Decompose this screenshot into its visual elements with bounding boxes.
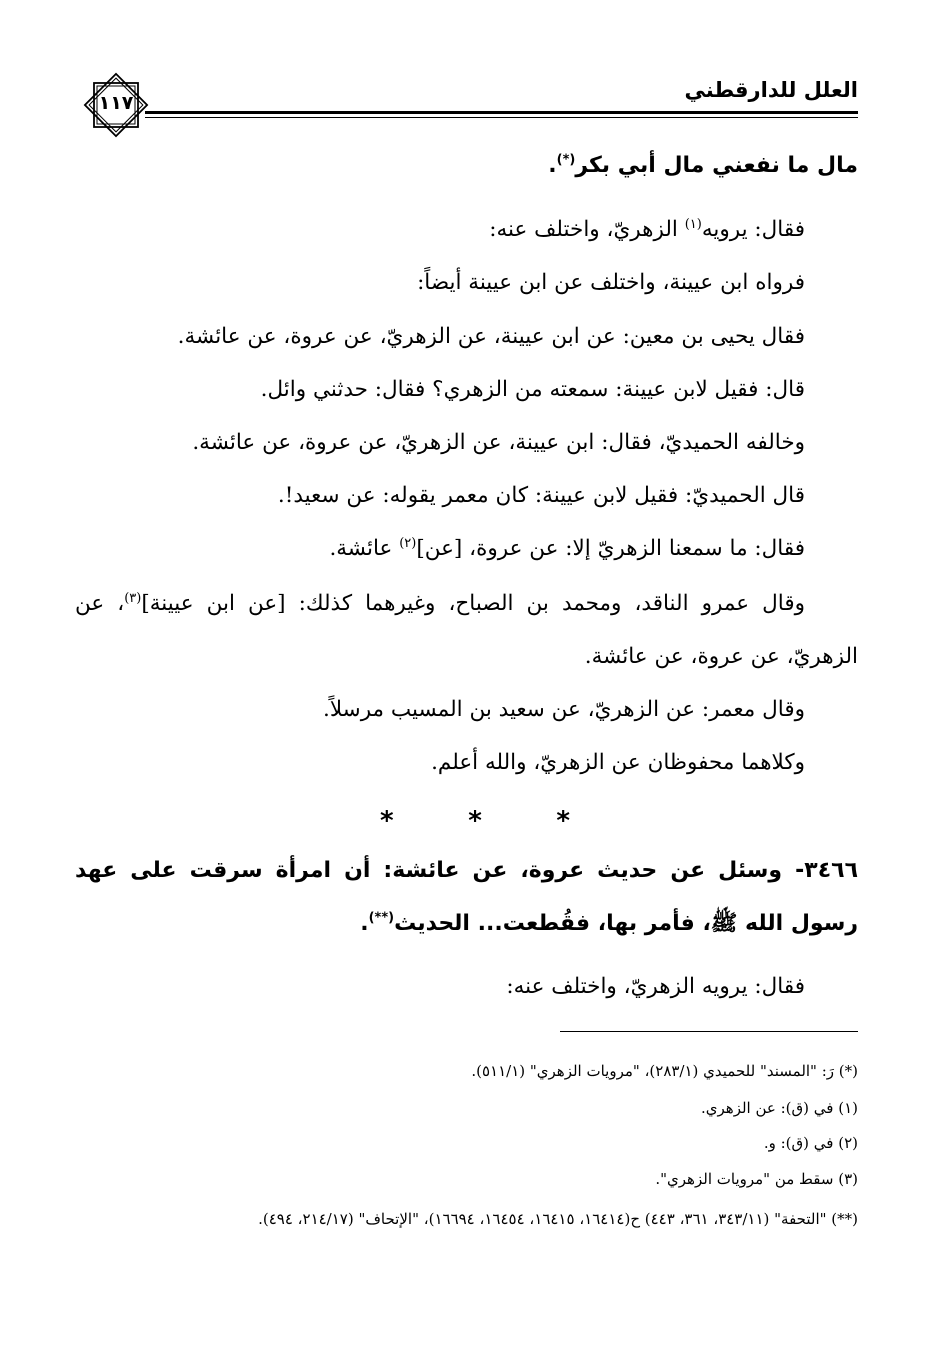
text-line: قال الحميديّ: فقيل لابن عيينة: كان معمر يقوله: عن سعيد!. <box>277 483 805 508</box>
text-line: فقال يحيى بن معين: عن ابن عيينة، عن الزهريّ، عن عروة، عن عائشة. <box>177 324 805 349</box>
text-line: فقال: يرويه$^{(١)}$ الزهريّ، واختلف عنه: <box>489 216 805 242</box>
hadith-heading-line: ٣٤٦٦- وسئل عن حديث عروة، عن عائشة: أن امرأة سرقت على عهد <box>75 858 858 883</box>
text-line: مال ما نفعني مال أبي بكر(*). <box>548 152 858 178</box>
footnote-marker: (**) <box>368 910 395 926</box>
footnote: (٢) في (ق): و. <box>763 1134 858 1152</box>
footnote-marker: (٣) <box>124 590 142 606</box>
text-line: فقال: ما سمعنا الزهريّ إلا: عن عروة، [عن]$^{(٢)}$ عائشة. <box>329 535 805 561</box>
footnote-marker: (١) <box>684 216 702 232</box>
text-line: وقال معمر: عن الزهريّ، عن سعيد بن المسيب مرسلاً. <box>323 697 805 722</box>
footnote: (٣) سقط من "مرويات الزهري". <box>655 1170 858 1188</box>
text-line: وكلاهما محفوظان عن الزهريّ، والله أعلم. <box>431 750 805 775</box>
running-title: العلل للدارقطني <box>684 78 858 102</box>
section-separator: * * * <box>380 806 570 836</box>
text-line: وخالفه الحميديّ، فقال: ابن عيينة، عن الزهريّ، عن عروة، عن عائشة. <box>192 430 805 455</box>
footnote: (١) في (ق): عن الزهري. <box>701 1099 858 1117</box>
page-number: ١١٧ <box>98 92 134 114</box>
text-line: فقال: يرويه الزهريّ، واختلف عنه: <box>506 974 805 999</box>
text-line: فرواه ابن عيينة، واختلف عن ابن عيينة أيضاً: <box>417 270 805 295</box>
hadith-heading-line: رسول الله ﷺ، فأمر بها، فقُطعت... الحديث(**). <box>360 910 858 936</box>
footnote: (*) رَ: "المسند" للحميدي (٢٨٣/١)، "مرويات الزهري" (٥١١/١). <box>471 1062 858 1080</box>
text-line: الزهريّ، عن عروة، عن عائشة. <box>584 644 858 669</box>
text-line: وقال عمرو الناقد، ومحمد بن الصباح، وغيرهما كذلك: [عن ابن عيينة]$^{(٣)}$، عن <box>75 590 805 616</box>
footnote-marker: (*) <box>556 152 576 168</box>
footnote-marker: (٢) <box>399 535 417 551</box>
footnote: (**) "التحفة" (٣٤٣/١١، ٣٦١، ٤٤٣) ح(١٦٤١٤، ١٦٤١٥، ١٦٤٥٤، ١٦٦٩٤)، "الإتحاف" (٢١٤/١٧، ٤٩٤). <box>258 1210 858 1228</box>
footnote-rule <box>560 1031 858 1032</box>
header-rule <box>145 111 858 119</box>
text-line: قال: فقيل لابن عيينة: سمعته من الزهري؟ فقال: حدثني وائل. <box>260 377 805 402</box>
